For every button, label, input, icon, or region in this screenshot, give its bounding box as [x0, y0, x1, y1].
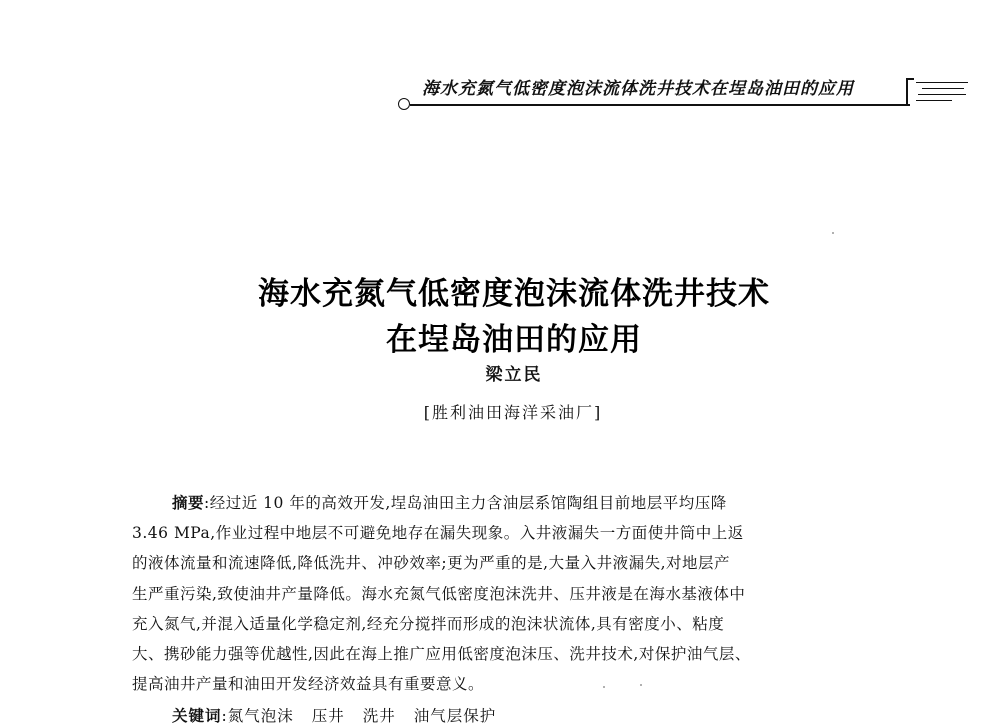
paper-title-line-2: 在埕岛油田的应用: [386, 322, 642, 358]
abstract-line: 充入氮气,并混入适量化学稳定剂,经充分搅拌而形成的泡沫状流体,具有密度小、粘度: [132, 614, 725, 633]
running-header: [398, 70, 970, 114]
keyword-item: 氮气泡沫: [227, 707, 294, 725]
abstract-line: 提高油井产量和油田开发经济效益具有重要意义。: [132, 675, 485, 694]
header-bracket-ornament: [906, 78, 914, 106]
abstract-line: 3.46 MPa,作业过程中地层不可避免地存在漏失现象。入井液漏失一方面使井筒中上返: [132, 524, 744, 543]
keywords-label: 关键词: [172, 707, 222, 725]
abstract-line: 的液体流量和流速降低,降低洗井、冲砂效率;更为严重的是,大量入井液漏失,对地层产: [132, 554, 731, 573]
scan-speck: [603, 686, 605, 688]
header-rule: [410, 104, 910, 106]
abstract-line: 生严重污染,致使油井产量降低。海水充氮气低密度泡沫洗井、压井液是在海水基液体中: [132, 584, 746, 603]
author-affiliation: [胜利油田海洋采油厂]: [423, 403, 603, 422]
abstract-text: 经过近 10 年的高效开发,埕岛油田主力含油层系馆陶组目前地层平均压降: [209, 494, 727, 512]
abstract-label: 摘要: [172, 494, 205, 512]
keywords-separator: :: [221, 707, 228, 725]
keywords: [172, 704, 514, 726]
abstract-line: 大、携砂能力强等优越性,因此在海上推广应用低密度泡沫压、洗井技术,对保护油气层、: [132, 644, 751, 663]
abstract-separator: :: [204, 494, 210, 512]
header-circle-ornament: [398, 98, 410, 110]
abstract-line: [132, 488, 892, 518]
keyword-item: 油气层保护: [413, 707, 497, 725]
running-header-title: 海水充氮气低密度泡沫流体洗井技术在埕岛油田的应用: [422, 79, 854, 99]
scan-speck: [640, 684, 642, 686]
keyword-item: 压井: [311, 707, 345, 725]
keyword-item: 洗井: [362, 707, 396, 725]
scan-speck: [832, 232, 834, 234]
abstract: [132, 488, 892, 699]
header-lines-ornament: [916, 82, 968, 108]
author-name: 梁立民: [485, 365, 543, 385]
paper-title-line-1: 海水充氮气低密度泡沫流体洗井技术: [258, 276, 770, 312]
